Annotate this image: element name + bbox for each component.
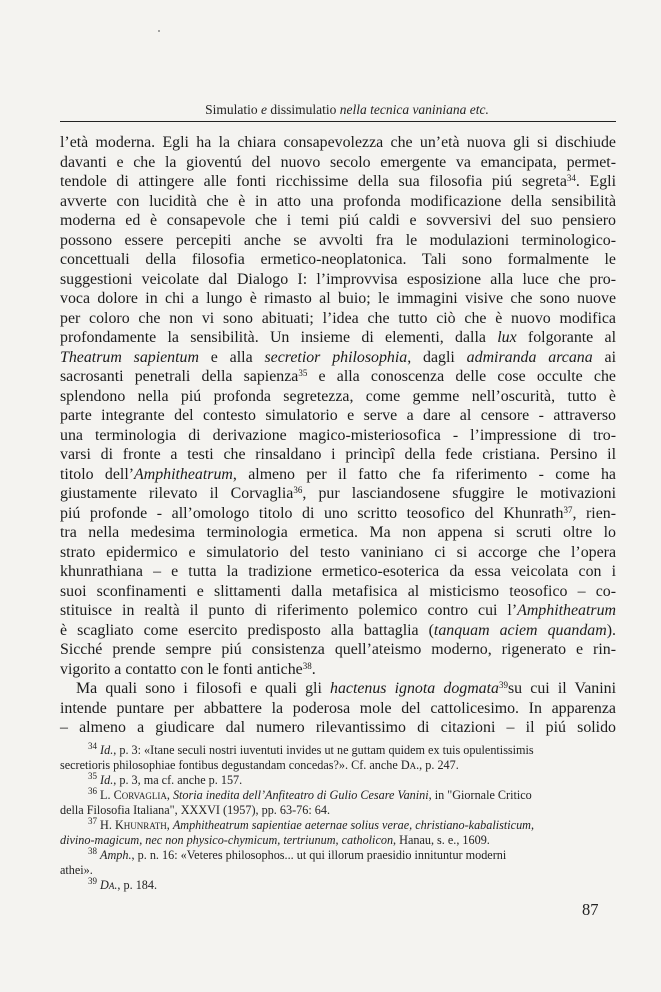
text-line: voca dolore in chi a lungo è rimasto al buio; le immagini visive che sono nuove	[60, 290, 616, 307]
footnotes	[60, 743, 616, 893]
footnote: $^{38}$ Amph., p. n. 16: «Veteres philosophos... ut qui illorum praesidio innituntur moderni athei».	[60, 846, 507, 877]
text-line: giustamente rilevato il Corvaglia$^{36}$, pur lasciandosene sfuggire le motivazioni	[60, 485, 616, 502]
text-line: Ma quali sono i filosofi e quali gli hactenus ignota dogmata$^{39}$su cui il Vanini	[76, 680, 616, 697]
text-line: splendono nella piú profonda segretezza, come gemme nell’oscurità, tutto è	[60, 387, 616, 405]
footnote: $^{35}$ Id., p. 3, ma cf. anche p. 157.	[88, 771, 243, 787]
text-line: concettuali della filosofia ermetico-neoplatonica. Tali sono formalmente le	[60, 251, 616, 268]
text-line: l’età moderna. Egli ha la chiara consapevolezza che un’età nuova gli si dischiude	[60, 134, 616, 151]
text-line: profondamente la sensibilità. Un insieme di elementi, dalla lux folgorante al	[60, 329, 617, 346]
text-line: titolo dell’Amphitheatrum, almeno per il fatto che fa riferimento - come ha	[60, 465, 616, 483]
text-line: suggestioni veicolate dal Dialogo I: l’improvvisa esposizione alla luce che pro-	[60, 270, 616, 288]
text-line: avverte con lucidità che è in atto una profonda modificazione della sensibilità	[60, 192, 616, 210]
footnote-ref: 39	[499, 680, 508, 690]
text-line: tendole di attingere alle fonti ricchissime della sua filosofia piú segreta$^{34}$. Egli	[60, 173, 616, 190]
text-line: suoi sconfinamenti e slittamenti dalla metafisica al misticismo teosofico – co-	[60, 582, 616, 600]
text-line: varsi di fronte a testi che rinsaldano i princìpî della fede cristiana. Persino il	[60, 446, 616, 463]
text-line: stituisce in realtà il punto di riferimento polemico contro cui l’Amphitheatrum	[60, 602, 616, 619]
text-line: piú profonde - all’omologo titolo di uno scritto teosofico del Khunrath$^{37}$, rien-	[60, 504, 616, 522]
text-line: moderna ed è consapevole che i temi piú caldi e sovversivi del suo pensiero	[60, 212, 616, 229]
text-line: tra nella medesima terminologia ermetica. Ma non appena si scruti oltre lo	[60, 524, 616, 541]
running-header-text: Simulatio e dissimulatio nella tecnica vaniniana etc.	[205, 102, 489, 117]
footnote-ref: 38	[302, 660, 312, 671]
text-line: davanti e che la gioventú del nuovo secolo emergente va emancipata, permet-	[60, 153, 616, 171]
text-line: vigorito a contatto con le fonti antiche$^{38}$.	[60, 660, 316, 678]
page-number: 87	[582, 900, 599, 919]
text-line: sacrosanti penetrali della sapienza$^{35}$ e alla conoscenza delle cose occulte che	[60, 368, 616, 385]
text-line: è scagliato come esercito predisposto alla battaglia (tanquam aciem quandam).	[60, 621, 616, 639]
footnote-ref: 36	[293, 485, 303, 495]
text-line: per coloro che non vi sono abituati; l’idea che tutto ciò che è nuovo modifica	[60, 309, 616, 327]
footnote: $^{34}$ Id., p. 3: «Itane seculi nostri iuventuti invides ut ne guttam quidem ex tuis opulentissimis secretioris philosophiae fontibus degustandam concedas?». Cf. anche Da., p. 247.	[60, 741, 534, 772]
text-line: khunrathiana – e tutta la tradizione ermetico-esoterica da essa veicolata con i	[60, 563, 616, 580]
text-line: strato epidermico e simulatorio del testo vaniniano ci si accorge che l’opera	[60, 543, 616, 561]
running-header	[60, 102, 616, 122]
footnote: $^{36}$ L. Corvaglia, Storia inedita dell’Anfiteatro di Gulio Cesare Vanini, in "Giornale Critico della Filosofia Italiana", XXXVI (1957), pp. 63-76: 64.	[60, 786, 532, 817]
footnote-ref: 34	[566, 173, 576, 183]
scan-speck	[158, 30, 160, 32]
text-line: possono essere percepiti anche se avvolti fra le modulazioni terminologico-	[60, 231, 616, 249]
text-line: parte integrante del contesto simulatorio e serve a dare al censore - attraverso	[60, 407, 616, 424]
text-line: Sicché prende sempre piú consistenza quell’ateismo moderno, rigenerato e rin-	[60, 641, 616, 658]
text-line: intende puntare per abbattere la poderosa mole del cattolicesimo. In apparenza	[60, 699, 616, 717]
body-text	[60, 133, 616, 738]
text-line: – almeno a giudicare dal numero rilevantissimo di citazioni – il piú solido	[60, 719, 616, 736]
text-line: Theatrum sapientum e alla secretior philosophia, dagli admiranda arcana ai	[60, 348, 616, 366]
footnote-ref: 35	[298, 368, 308, 378]
footnote: $^{37}$ H. Khunrath, Amphitheatrum sapientiae aeternae solius verae, christiano-kabalisticum, divino-magicum, nec non physico-chymicum, tertriunum, catholicon, Hanau, s. e., 1609.	[60, 816, 535, 847]
footnote-ref: 37	[563, 504, 573, 515]
footnote: $^{39}$ Da., p. 184.	[88, 876, 158, 892]
text-line: una terminologia di derivazione magico-misteriosofica - l’impressione di tro-	[60, 426, 616, 444]
